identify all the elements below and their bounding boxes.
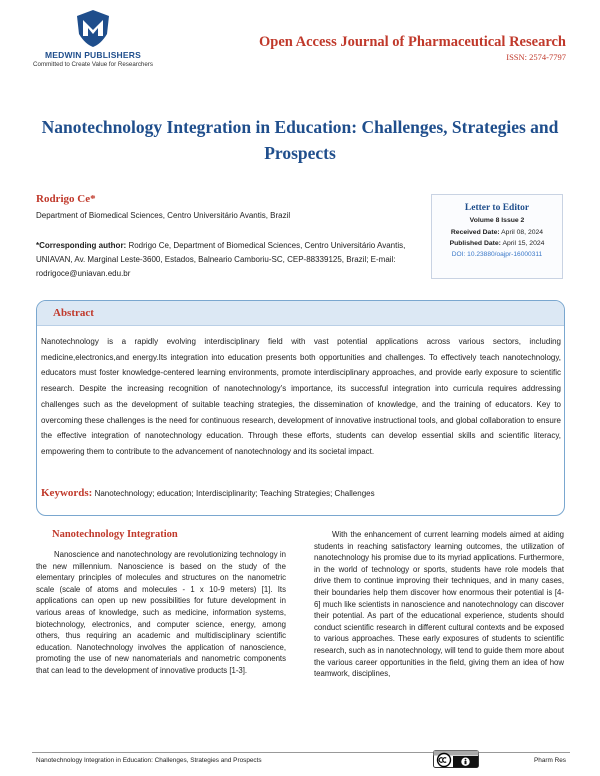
- cc-by-license-icon[interactable]: [433, 750, 479, 768]
- abstract-header-bar: [37, 301, 564, 326]
- medwin-shield-icon: [73, 8, 113, 48]
- doi-link[interactable]: DOI: 10.23880/oajpr-16000311: [451, 251, 543, 258]
- article-info-box: [431, 194, 563, 279]
- corresponding-author: [36, 239, 426, 281]
- keywords-label: Keywords:: [41, 487, 93, 499]
- received-value: April 08, 2024: [501, 229, 544, 236]
- abstract-heading: Abstract: [53, 307, 94, 319]
- body-left-column: Nanoscience and nanotechnology are revolutionizing technology in the new millennium. Nanoscience is based on the study of the elementary principles of molecules and structures on the nanometric scale (scale of atoms and molecules - 1 x 10-9 meters) [1]. Its applications can open up new possibilities for future development in various areas of knowledge, such as medicine, information systems, biotechnology, electronics, and computer science, energy, among others, thus requiring an academic and multidisciplinary scientific education. Nanotechnology involves the application of nanoscience, promoting the use of new nanomaterials and nanometric components that can lead to the development of innovative products [1-3].: [36, 550, 286, 675]
- volume-issue: Volume 8 Issue 2: [469, 217, 525, 224]
- keywords-list: Nanotechnology; education; Interdisciplinarity; Teaching Strategies; Challenges: [94, 489, 375, 498]
- received-label: Received Date:: [450, 229, 500, 236]
- section-heading: Nanotechnology Integration: [52, 529, 178, 540]
- article-title: Nanotechnology Integration in Education: Challenges, Strategies and Prospects: [41, 117, 559, 163]
- footer-journal-short: Pharm Res: [534, 757, 566, 764]
- footer-divider: [32, 752, 570, 753]
- published-value: April 15, 2024: [502, 240, 545, 247]
- publisher-name: MEDWIN PUBLISHERS: [45, 50, 141, 60]
- footer-article-title: Nanotechnology Integration in Education: Challenges, Strategies and Prospects: [36, 757, 262, 764]
- author-affiliation: Department of Biomedical Sciences, Centro Universitário Avantis, Brazil: [36, 211, 291, 220]
- published-label: Published Date:: [449, 240, 501, 247]
- received-date: [432, 229, 562, 236]
- publisher-tagline: Committed to Create Value for Researchers: [33, 61, 153, 68]
- journal-name: Open Access Journal of Pharmaceutical Research: [258, 34, 566, 50]
- abstract-box: [36, 300, 565, 516]
- keywords-row: [41, 487, 561, 499]
- abstract-text: Nanotechnology is a rapidly evolving interdisciplinary field with vast potential applications across various sectors, including medicine,electronics,and energy.Its integration into education presents both opportunities and challenges. To effectively teach nanotechnology, educators must foster knowledge-centered learning environments, promote interdisciplinary approaches, and provide early exposure to scientific research. Despite the increasing recognition of nanotechnology's importance, its successful integration into curricula requires addressing challenges such as the development of suitable teaching strategies, the dissemination of knowledge, and the training of educators. Key to overcoming these challenges is the need for continuous research, development of innovative instructional tools, and global collaboration to ensure the effective integration of nanotechnology education. Through these efforts, students can develop essential skills and scientific literacy, empowering them to contribute to the advancement of nanotechnology and its societal impact.: [41, 337, 561, 456]
- article-type: Letter to Editor: [464, 203, 530, 213]
- body-right-column: With the enhancement of current learning models aimed at aiding students in reaching satisfactory learning outcomes, the utilization of nanotechnology his promise due to its myriad applications. Furthermore, in the world of technology or sports, students have role models that drive them to continue improving their techniques, and in many cases, their boundaries help them discover how enormous their potential is [4-6] much like scientists in nanoscience and nanotechnology can discover their potential. As part of the educational experience, students should conduct scientific research in different cultural contexts and be exposed to various approaches. These early exposures of students to scientific research, such as in nanotechnology, will tend to guide them more about the various career opportunities in the field, giving them an idea of how teamwork, disciplines,: [314, 530, 564, 679]
- publisher-logo: [28, 8, 158, 68]
- author-name: Rodrigo Ce*: [36, 193, 96, 205]
- published-date: [432, 240, 562, 247]
- corresponding-text: Rodrigo Ce, Department of Biomedical Sciences, Centro Universitário Avantis, UNIAVAN, Av. Marginal Leste-3600, Estados, Balneario Camboriu-SC, CEP-88339125, Brazil; E-mail: rodrigoce@uniavan.edu.br: [36, 241, 406, 278]
- journal-issn: ISSN: 2574-7797: [506, 52, 566, 62]
- corresponding-label: *Corresponding author:: [36, 241, 127, 250]
